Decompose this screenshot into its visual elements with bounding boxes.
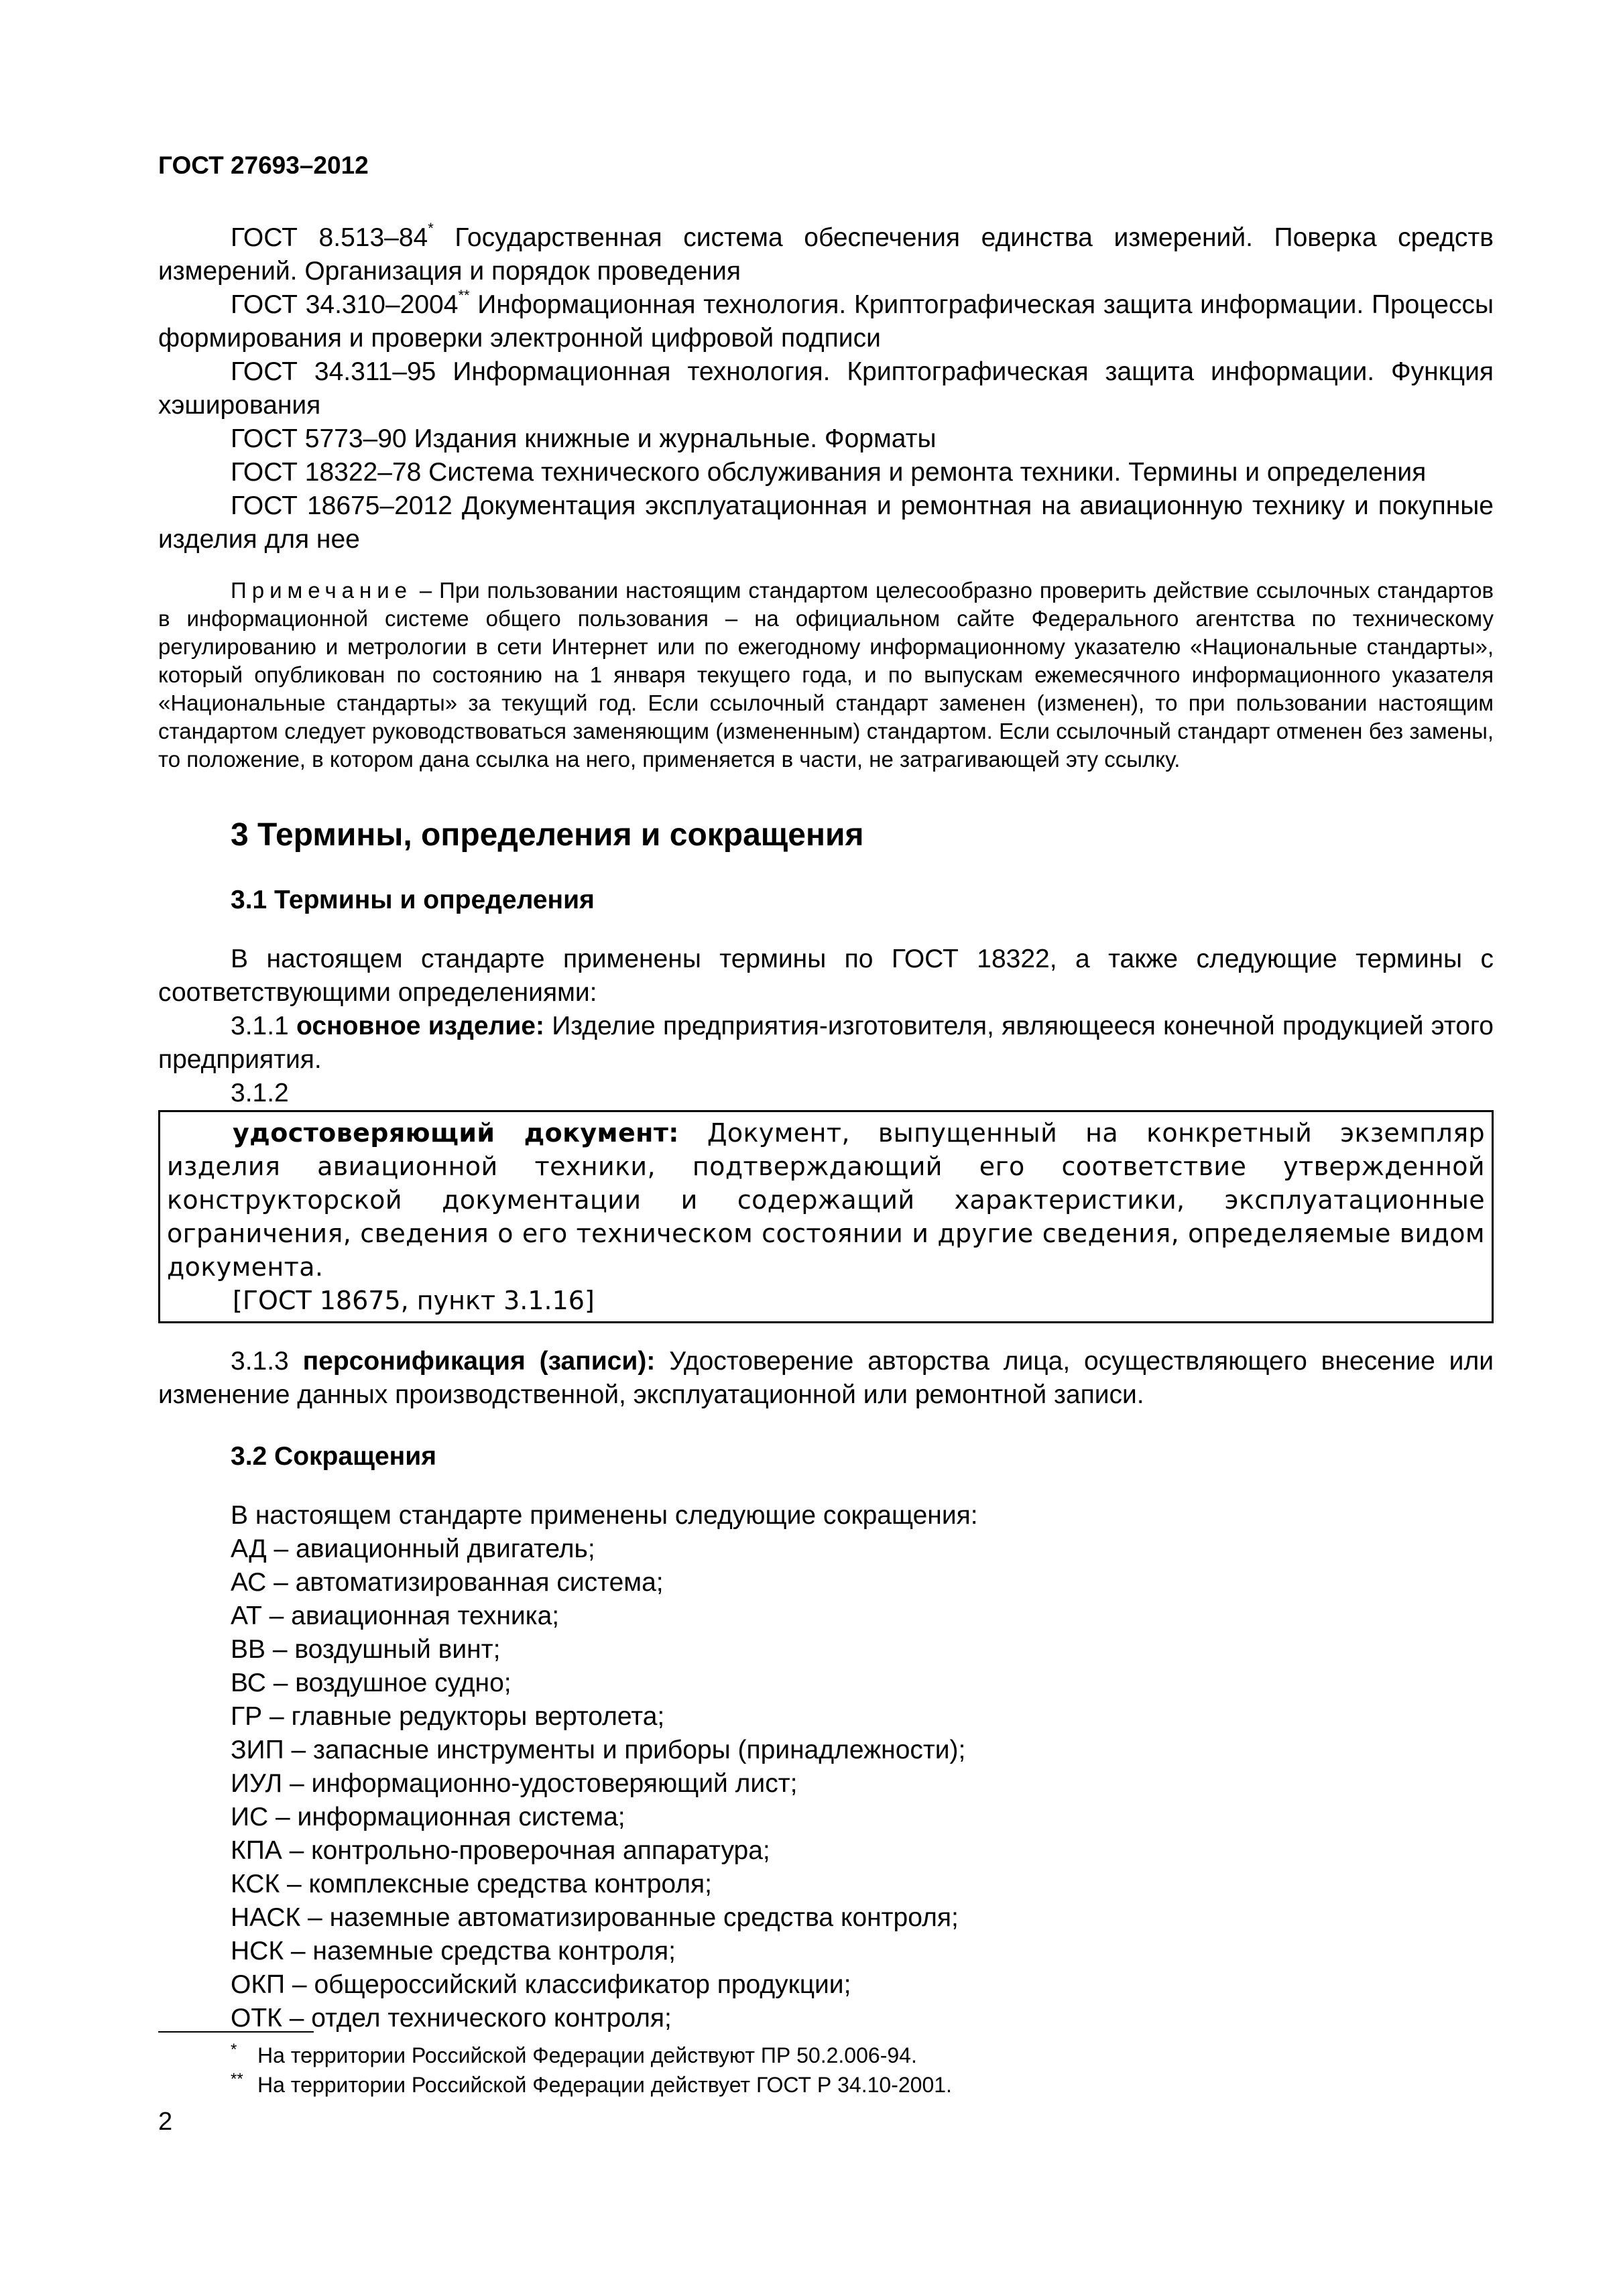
note-paragraph <box>158 577 1494 774</box>
abbreviations-intro: В настоящем стандарте применены следующие сокращения: <box>231 1501 978 1530</box>
abbreviations-list <box>158 1532 1494 2035</box>
subsection-title: 3.1 Термины и определения <box>231 886 595 914</box>
footnote-divider <box>158 2031 314 2033</box>
footnote-mark: * <box>428 220 434 237</box>
reference-text: Информационная технология. Криптографическая защита информации. Процессы формирования и проверки электронной цифровой подписи <box>158 290 1494 353</box>
footnotes <box>158 2041 952 2100</box>
footnote-text: На территории Российской Федерации действует ГОСТ Р 34.10-2001. <box>257 2073 952 2097</box>
reference-text: ГОСТ 8.513–84 <box>231 223 428 252</box>
footnote <box>158 2041 952 2070</box>
list-item: НСК – наземные средства контроля; <box>231 1937 676 1966</box>
page-body <box>158 221 1494 2035</box>
note-label: Примечание <box>231 578 413 603</box>
reference-item: ГОСТ 34.311–95 Информационная технология. Криптографическая защита информации. Функция хэширования <box>158 357 1494 420</box>
reference-item: ГОСТ 18675–2012 Документация эксплуатационная и ремонтная на авиационную технику и покупные изделия для нее <box>158 491 1494 554</box>
term-source-ref: [ГОСТ 18675, пункт 3.1.16] <box>233 1286 595 1315</box>
list-item: ИС – информационная система; <box>231 1803 625 1831</box>
reference-item: ГОСТ 18322–78 Система технического обслуживания и ремонта техники. Термины и определения <box>231 458 1427 487</box>
list-item: КСК – комплексные средства контроля; <box>231 1870 712 1898</box>
list-item: ГР – главные редукторы вертолета; <box>231 1702 665 1731</box>
list-item: ИУЛ – информационно-удостоверяющий лист; <box>231 1769 798 1798</box>
term-3-1-2 <box>167 1116 1485 1284</box>
list-item: КПА – контрольно-проверочная аппаратура; <box>231 1836 770 1865</box>
note-text: – При пользовании настоящим стандартом целесообразно проверить действие ссылочных стандартов в информационной системе общего пользования – на официальном сайте Федерального агентства по техническому регулированию и метрологии в сети Интернет или по ежегодному информационному указателю «Национальные стандарты», который опубликован по состоянию на 1 января текущего года, и по выпускам ежемесячного информационного указателя «Национальные стандарты» за текущий год. Если ссылочный стандарт заменен (изменен), то при пользовании настоящим стандартом следует руководствоваться заменяющим (измененным) стандартом. Если ссылочный стандарт отменен без замены, то положение, в котором дана ссылка на него, применяется в части, не затрагивающей эту ссылку. <box>158 578 1494 772</box>
term-3-1-3 <box>158 1345 1494 1412</box>
term-3-1-1 <box>158 1010 1494 1077</box>
list-item: ВВ – воздушный винт; <box>231 1635 501 1664</box>
footnote-mark: ** <box>231 2070 243 2088</box>
page-header: ГОСТ 27693–2012 <box>158 152 369 179</box>
list-item: АТ – авиационная техника; <box>231 1602 560 1630</box>
subsection-title: 3.2 Сокращения <box>231 1442 436 1471</box>
footnote-mark: * <box>231 2041 237 2059</box>
term-name: основное изделие: <box>296 1012 544 1040</box>
term-number: 3.1.3 <box>231 1347 303 1376</box>
list-item: ОКП – общероссийский классификатор продукции; <box>231 1970 851 1999</box>
reference-item: ГОСТ 5773–90 Издания книжные и журнальные. Форматы <box>231 424 937 453</box>
list-item: АД – авиационный двигатель; <box>231 1534 595 1563</box>
term-number: 3.1.2 <box>231 1079 289 1107</box>
reference-item <box>158 221 1494 288</box>
list-item: ОТК – отдел технического контроля; <box>231 2004 672 2033</box>
term-definition: Удостоверение авторства лица, осуществляющего внесение или изменение данных производственной, эксплуатационной или ремонтной записи. <box>158 1347 1494 1409</box>
terms-intro: В настоящем стандарте применены термины по ГОСТ 18322, а также следующие термины с соответствующими определениями: <box>158 945 1494 1007</box>
list-item: АС – автоматизированная система; <box>231 1568 664 1597</box>
page-number: 2 <box>158 2108 173 2136</box>
list-item: ВС – воздушное судно; <box>231 1669 512 1697</box>
reference-text: ГОСТ 34.310–2004 <box>231 290 459 319</box>
term-number: 3.1.1 <box>231 1012 297 1040</box>
list-item: НАСК – наземные автоматизированные средства контроля; <box>231 1903 959 1932</box>
term-3-1-2-box <box>158 1110 1494 1323</box>
term-definition: Изделие предприятия-изготовителя, являющееся конечной продукцией этого предприятия. <box>158 1012 1494 1074</box>
list-item: ЗИП – запасные инструменты и приборы (принадлежности); <box>231 1736 966 1764</box>
reference-item <box>158 288 1494 355</box>
reference-text: Государственная система обеспечения единства измерений. Поверка средств измерений. Организация и порядок проведения <box>158 223 1494 286</box>
section-title: 3 Термины, определения и сокращения <box>231 817 864 853</box>
term-definition: Документ, выпущенный на конкретный экземпляр изделия авиационной техники, подтверждающий его соответствие утвержденной конструкторской документации и содержащий характеристики, эксплуатационные ограничения, сведения о его техническом состоянии и другие сведения, определяемые видом документа. <box>167 1118 1485 1282</box>
term-name: персонификация (записи): <box>302 1347 656 1376</box>
footnote-text: На территории Российской Федерации действуют ПР 50.2.006-94. <box>257 2043 917 2067</box>
footnote <box>158 2070 952 2100</box>
footnote-mark: ** <box>458 287 470 304</box>
term-name: удостоверяющий документ: <box>233 1118 679 1148</box>
